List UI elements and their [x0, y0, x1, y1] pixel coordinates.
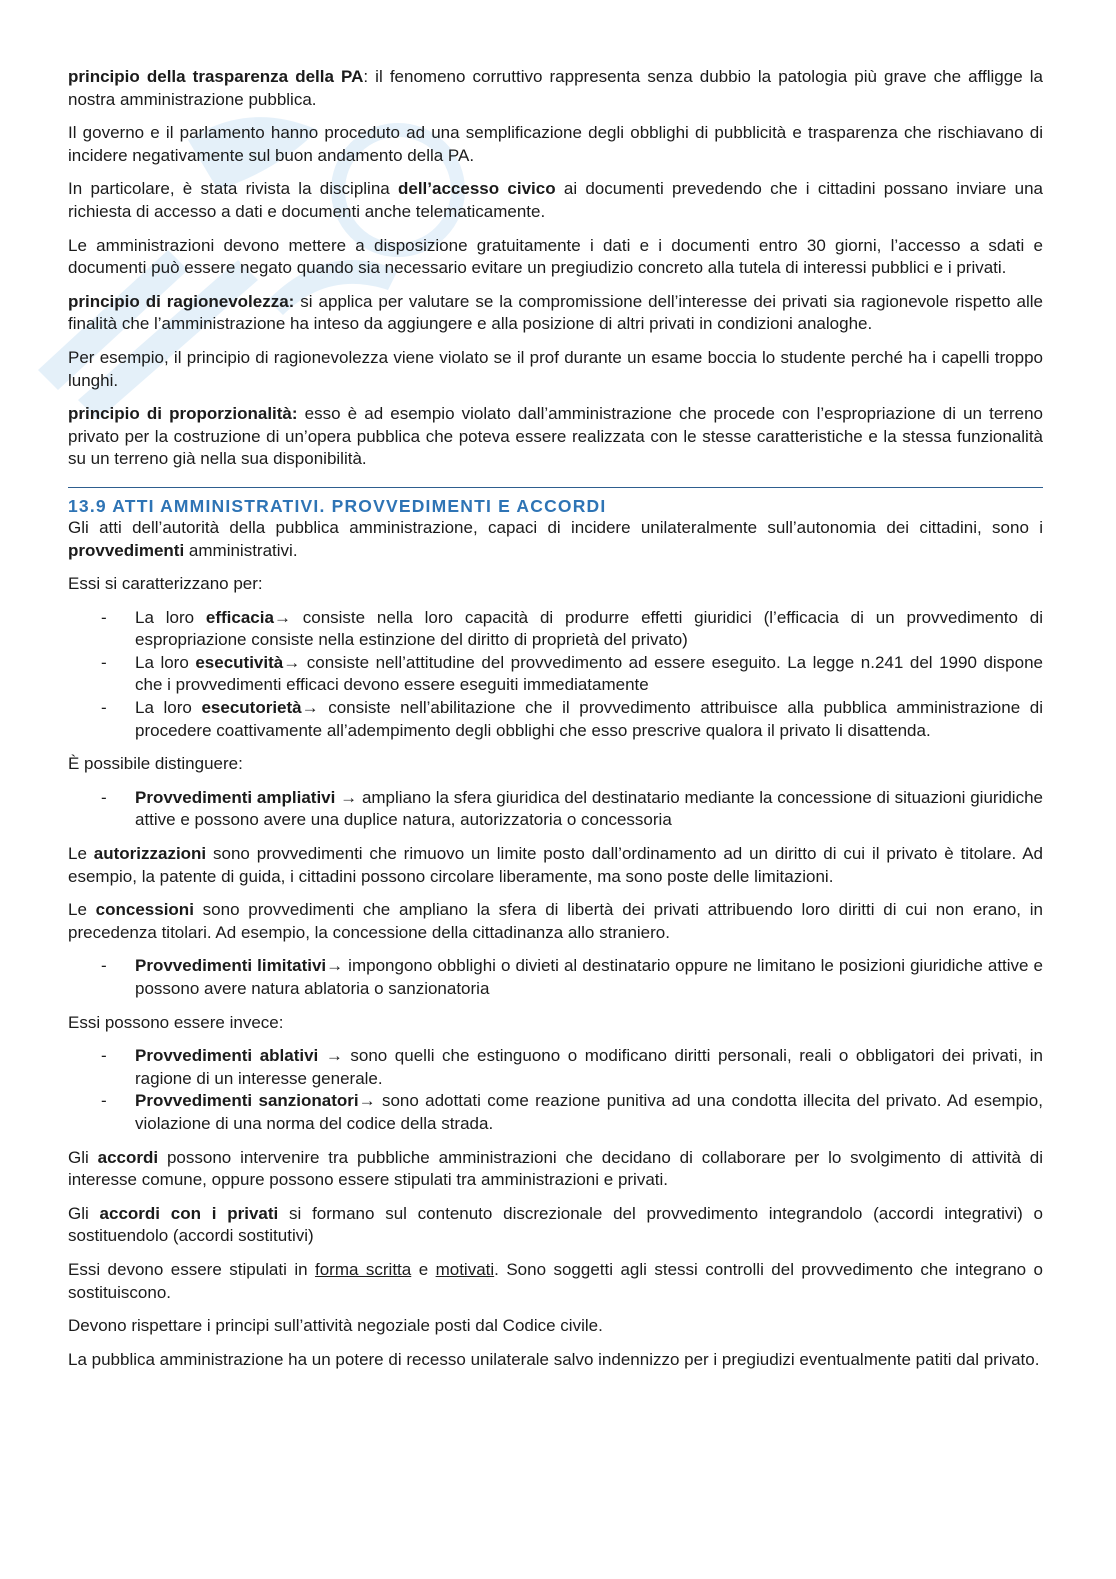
paragraph-distinguere: È possibile distinguere: — [68, 754, 243, 774]
list-item: - La loro efficacia→ consiste nella loro capacità di produrre effetti giuridici (l’efficacia di un provvedimento di espropriazione consiste nella estinzione del diritto di proprietà del privato) — [101, 607, 1044, 650]
arrow-icon: → — [326, 956, 344, 976]
paragraph-trasparenza: principio della trasparenza della PA: il fenomeno corruttivo rappresenta senza dubbio la patologia più grave che affligge la nostra amministrazione pubblica. — [68, 67, 1043, 109]
paragraph-accesso-civico: In particolare, è stata rivista la disciplina dell’accesso civico ai documenti prevedendo che i cittadini possano inviare una richiesta di accesso a dati e documenti anche telematicamente. — [68, 179, 1043, 221]
paragraph-ragionevolezza: principio di ragionevolezza: si applica per valutare se la compromissione dell’interesse dei privati sia ragionevole rispetto alle finalità che l’amministrazione ha inteso da aggiungere e alla posizione di altri privati in condizioni analoghe. — [68, 291, 1043, 334]
paragraph-invece: Essi possono essere invece: — [68, 1012, 284, 1032]
list-item: - Provvedimenti sanzionatori→ sono adottati come reazione punitiva ad una condotta illecita del privato. Ad esempio, violazione di una norma del codice della strada. — [101, 1091, 1043, 1133]
list-characteristics — [68, 607, 1043, 743]
dash-bullet: - — [101, 1091, 107, 1111]
list-item: - La loro esecutorietà→ consiste nell’abilitazione che il provvedimento attribuisce alla pubblica amministrazione di procedere coattivamente all’adempimento degli obblighi che esso prescrive qualora il privato li disattenda. — [101, 698, 1043, 740]
paragraph-stipulati: Essi devono essere stipulati in forma scritta e motivati. Sono soggetti agli stessi controlli del provvedimento che integrano o sostituiscono. — [68, 1259, 1043, 1302]
list-types — [68, 1045, 1043, 1135]
paragraph-rispettare: Devono rispettare i principi sull’attività negoziale posti dal Codice civile. — [68, 1316, 603, 1336]
section-title: 13.9 ATTI AMMINISTRATIVI. PROVVEDIMENTI E ACCORDI — [68, 495, 607, 516]
paragraph-accordi: Gli accordi possono intervenire tra pubbliche amministrazioni che decidano di collaborare per lo svolgimento di attività di interesse comune, oppure possono essere stipulati tra amministrazioni e privati. — [68, 1147, 1043, 1190]
section-atti-amministrativi — [68, 487, 1043, 1371]
dash-bullet: - — [101, 787, 107, 807]
paragraph-intro-provvedimenti: Gli atti dell’autorità della pubblica amministrazione, capaci di incidere unilateralmente sull’autonomia dei cittadini, sono i provvedimenti amministrativi. — [68, 517, 1043, 560]
paragraph-proporzionalita: principio di proporzionalità: esso è ad esempio violato dall’amministrazione che procede con l’espropriazione di un terreno privato per la costruzione di un’opera pubblica che poteva essere realizzata con le stesse caratteristiche e la stessa funzionalità su un terreno già nella sua disponibilità. — [68, 404, 1043, 469]
paragraph-caratterizzano: Essi si caratterizzano per: — [68, 574, 263, 594]
paragraph-recesso: La pubblica amministrazione ha un potere di recesso unilaterale salvo indennizzo per i pregiudizi eventualmente patiti dal privato. — [68, 1349, 1040, 1369]
paragraph-30-giorni: Le amministrazioni devono mettere a disposizione gratuitamente i dati e i documenti entro 30 giorni, l’accesso a sdati e documenti può essere negato quando sia necessario evitare un pregiudizio concreto alla tutela di interessi pubblici e i privati. — [68, 235, 1043, 278]
paragraph-esempio-ragionevolezza: Per esempio, il principio di ragionevolezza viene violato se il prof durante un esame boccia lo studente perché ha i capelli troppo lunghi. — [68, 347, 1043, 390]
arrow-icon: → — [325, 1046, 343, 1066]
paragraph-semplificazione: Il governo e il parlamento hanno proceduto ad una semplificazione degli obblighi di pubblicità e trasparenza che rischiavano di incidere negativamente sul buon andamento della PA. — [68, 123, 1043, 165]
arrow-icon: → — [301, 698, 319, 718]
list-item: - La loro esecutività→ consiste nell’attitudine del provvedimento ad essere eseguito. La legge n.241 del 1990 dispone che i provvedimenti efficaci devono essere eseguiti immediatamente — [101, 652, 1043, 695]
dash-bullet: - — [101, 652, 107, 672]
list-ampliativi — [68, 787, 1043, 832]
paragraph-autorizzazioni: Le autorizzazioni sono provvedimenti che rimuovo un limite posto dall’ordinamento ad un diritto di cui il privato è titolare. Ad esempio, la patente di guida, i cittadini possono circolare liberamente, ma sono poste delle limitazioni. — [68, 844, 1043, 886]
dash-bullet: - — [101, 1046, 107, 1066]
paragraph-accordi-privati: Gli accordi con i privati si formano sul contenuto discrezionale del provvedimento integrandolo (accordi integrativi) o sostituendolo (accordi sostitutivi) — [68, 1203, 1043, 1246]
paragraph-concessioni: Le concessioni sono provvedimenti che ampliano la sfera di libertà dei privati attribuendo loro diritti di cui non erano, in precedenza titolari. Ad esempio, la concessione della cittadinanza allo straniero. — [68, 900, 1043, 942]
arrow-icon: → — [358, 1091, 376, 1111]
arrow-icon: → — [283, 652, 301, 672]
list-item: - Provvedimenti ablativi → sono quelli che estinguono o modificano diritti personali, reali o obbligatori dei privati, in ragione di un interesse generale. — [101, 1046, 1043, 1088]
dash-bullet: - — [101, 698, 107, 718]
dash-bullet: - — [101, 956, 107, 976]
list-item: - Provvedimenti limitativi→ impongono obblighi o divieti al destinatario oppure ne limitano le posizioni giuridiche attive e possono avere natura ablatoria o sanzionatoria — [101, 956, 1043, 998]
arrow-icon: → — [340, 787, 358, 807]
document-page — [68, 66, 1043, 1382]
dash-bullet: - — [101, 607, 107, 627]
list-item: - Provvedimenti ampliativi → ampliano la sfera giuridica del destinatario mediante la concessione di situazioni giuridiche attive e possono avere una duplice natura, autorizzatoria o concessoria — [101, 787, 1043, 830]
arrow-icon: → — [273, 607, 291, 627]
list-limitativi — [68, 955, 1043, 1000]
